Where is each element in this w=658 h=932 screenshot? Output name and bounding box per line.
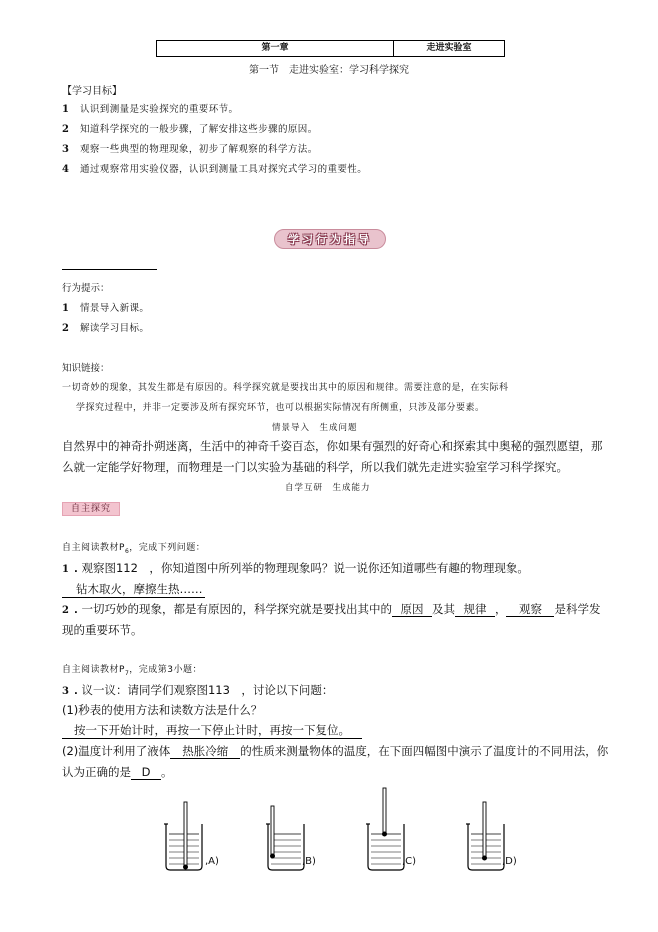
question-1-answer: 钻木取火，摩擦生热……	[62, 581, 205, 598]
blank-answer: 原因	[392, 603, 432, 617]
figure-caption-d: ,D)	[502, 856, 517, 867]
learning-guidance-banner	[274, 229, 386, 249]
objective-item: 1 认识到测量是实验探究的重要环节。	[62, 104, 239, 115]
objective-item: 2 知道科学探究的一般步骤，了解安排这些步骤的原因。	[62, 124, 318, 135]
question-1: 1 . 观察图112 ，你知道图中所列举的物理现象吗？说一说你还知道哪些有趣的物理现象。	[62, 561, 529, 575]
knowledge-text-line1: 一切奇妙的现象，其发生都是有原因的。科学探究就是要找出其中的原因和规律。需要注意的是，在实际科	[62, 383, 509, 393]
question-3-sub1-answer: 按一下开始计时，再按一下停止计时，再按一下复位。	[62, 722, 362, 739]
question-3-sub1: (1)秒表的使用方法和读数方法是什么？	[62, 703, 263, 717]
chapter-header-table	[156, 40, 505, 57]
figure-caption-b: ,B)	[302, 856, 316, 867]
figure-caption-c: ,C)	[402, 856, 417, 867]
question-3-sub2: (2)温度计利用了液体 热胀冷缩 的性质来测量物体的温度，在下面四幅图中演示了温度计的不同用法，你	[62, 744, 609, 758]
question-2-line2: 现的重要环节。	[62, 623, 143, 637]
knowledge-heading: 知识链接：	[62, 363, 110, 374]
blank-answer: 观察	[506, 603, 554, 617]
section-title: 第一节 走进实验室：学习科学探究	[249, 65, 409, 76]
tip-item: 2 解读学习目标。	[62, 323, 150, 334]
figure-caption-a: ,A)	[205, 856, 219, 867]
beaker-thermometer-figure-a	[160, 800, 210, 872]
objectives-heading: 【学习目标】	[62, 86, 122, 97]
self-explore-tag: 自主探究	[62, 502, 120, 516]
question-3-sub2-line2: 认为正确的是 D 。	[62, 765, 173, 779]
intro-text-line2: 么就一定能学好物理，而物理是一门以实验为基础的科学，所以我们就先走进实验室学习科学探究。	[62, 460, 568, 474]
blank-answer: 规律	[455, 603, 495, 617]
knowledge-text-line2: 学探究过程中，并非一定要涉及所有探究环节，也可以根据实际情况有所侧重，只涉及部分要素。	[76, 403, 485, 413]
chapter-label: 第一章	[157, 41, 394, 56]
blank-answer: 热胀冷缩	[170, 745, 240, 759]
intro-text-line1: 自然界中的神奇扑朔迷离，生活中的神奇千姿百态，你如果有强烈的好奇心和探索其中奥秘的强烈愿望，那	[62, 439, 603, 453]
divider-line	[62, 269, 157, 270]
reading-instruction-1: 自主阅读教材$P_6$，完成下列问题：	[62, 543, 206, 555]
question-2: 2 . 一切巧妙的现象，都是有原因的，科学探究就是要找出其中的 原因 及其 规律 ， 观察 是科学发	[62, 602, 601, 616]
intro-label: 情景导入 生成问题	[272, 423, 358, 433]
objective-item: 4 通过观察常用实验仪器，认识到测量工具对探究式学习的重要性。	[62, 164, 368, 175]
reading-instruction-2: 自主阅读教材$P_7$，完成第3小题：	[62, 665, 202, 677]
tips-heading: 行为提示：	[62, 283, 110, 294]
tip-item: 1 情景导入新课。	[62, 303, 150, 314]
unit-label: 走进实验室	[426, 43, 472, 53]
blank-answer: D	[131, 766, 161, 780]
self-study-label: 自学互研 生成能力	[285, 483, 371, 493]
question-3: 3 . 议一议：请同学们观察图113 ，讨论以下问题：	[62, 683, 334, 697]
objective-item: 3 观察一些典型的物理现象，初步了解观察的科学方法。	[62, 144, 318, 155]
banner-text: 学习行为指导	[288, 233, 372, 246]
